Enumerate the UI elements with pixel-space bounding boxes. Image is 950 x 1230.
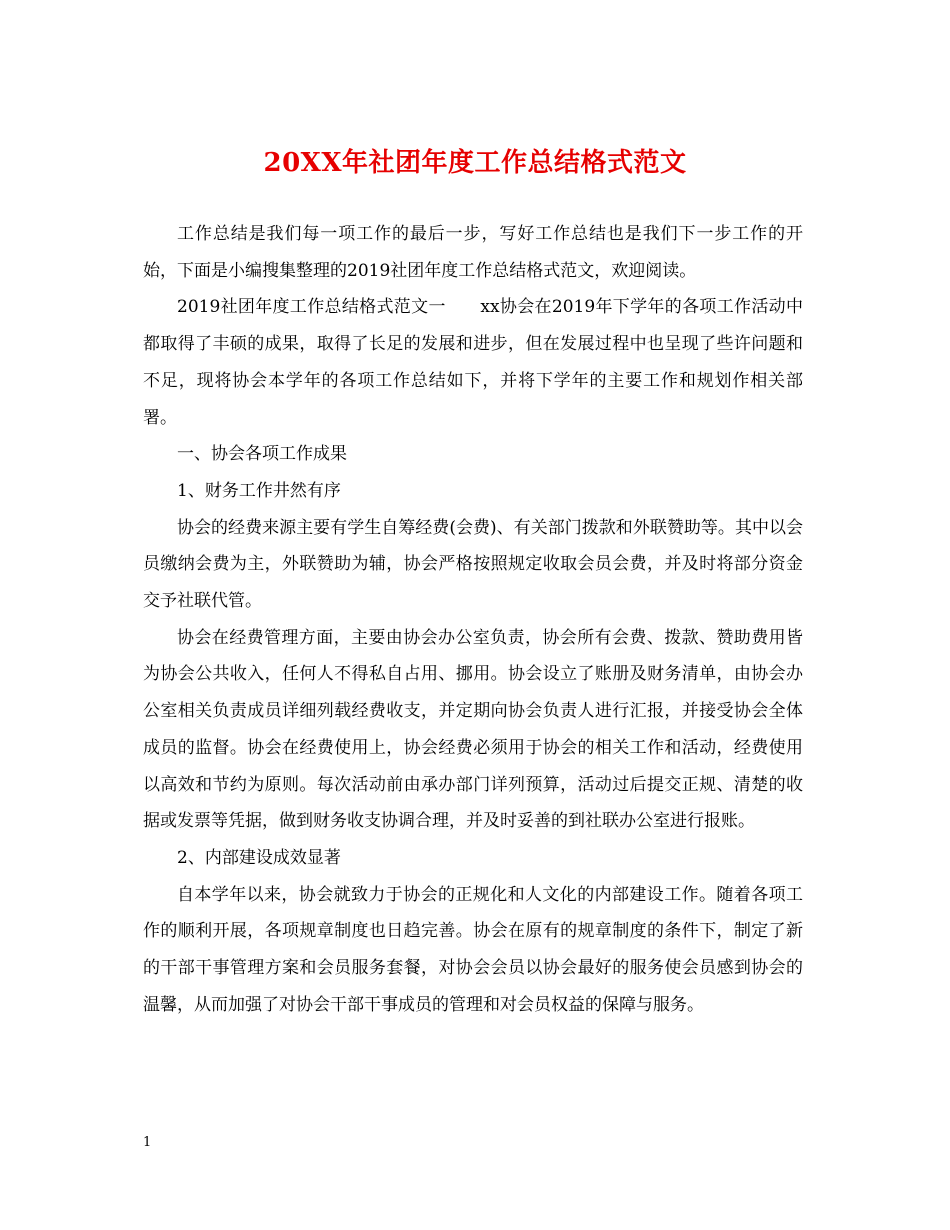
document-title: 20XX年社团年度工作总结格式范文 (263, 148, 687, 178)
page-number: 1 (143, 1135, 152, 1150)
subsection-heading-finance: 1、财务工作井然有序 (177, 480, 341, 501)
document-body (143, 216, 803, 1023)
subsection-heading-internal: 2、内部建设成效显著 (177, 847, 341, 868)
section-heading-achievements: 一、协会各项工作成果 (177, 444, 347, 465)
summary-paragraph: 2019社团年度工作总结格式范文一 xx协会在2019年下学年的各项工作活动中都取得了丰硕的成果，取得了长足的发展和进步，但在发展过程中也呈现了些许问题和不足，现将协会本学年的各项工作总结如下，并将下学年的主要工作和规划作相关部署。 (143, 297, 803, 428)
finance-management-paragraph: 协会在经费管理方面，主要由协会办公室负责，协会所有会费、拨款、赞助费用皆为协会公共收入，任何人不得私自占用、挪用。协会设立了账册及财务清单，由协会办公室相关负责成员详细列载经费收支，并定期向协会负责人进行汇报，并接受协会全体成员的监督。协会在经费使用上，协会经费必须用于协会的相关工作和活动，经费使用以高效和节约为原则。每次活动前由承办部门详列预算，活动过后提交正规、清楚的收据或发票等凭据，做到财务收支协调合理，并及时妥善的到社联办公室进行报账。 (143, 627, 803, 832)
finance-sources-paragraph: 协会的经费来源主要有学生自筹经费(会费)、有关部门拨款和外联赞助等。其中以会员缴纳会费为主，外联赞助为辅，协会严格按照规定收取会员会费，并及时将部分资金交予社联代管。 (143, 517, 803, 612)
intro-paragraph: 工作总结是我们每一项工作的最后一步，写好工作总结也是我们下一步工作的开始，下面是小编搜集整理的2019社团年度工作总结格式范文，欢迎阅读。 (143, 224, 803, 281)
internal-construction-paragraph: 自本学年以来，协会就致力于协会的正规化和人文化的内部建设工作。随着各项工作的顺利开展，各项规章制度也日趋完善。协会在原有的规章制度的条件下，制定了新的干部干事管理方案和会员服务套餐，对协会会员以协会最好的服务使会员感到协会的温馨，从而加强了对协会干部干事成员的管理和对会员权益的保障与服务。 (143, 884, 803, 1015)
